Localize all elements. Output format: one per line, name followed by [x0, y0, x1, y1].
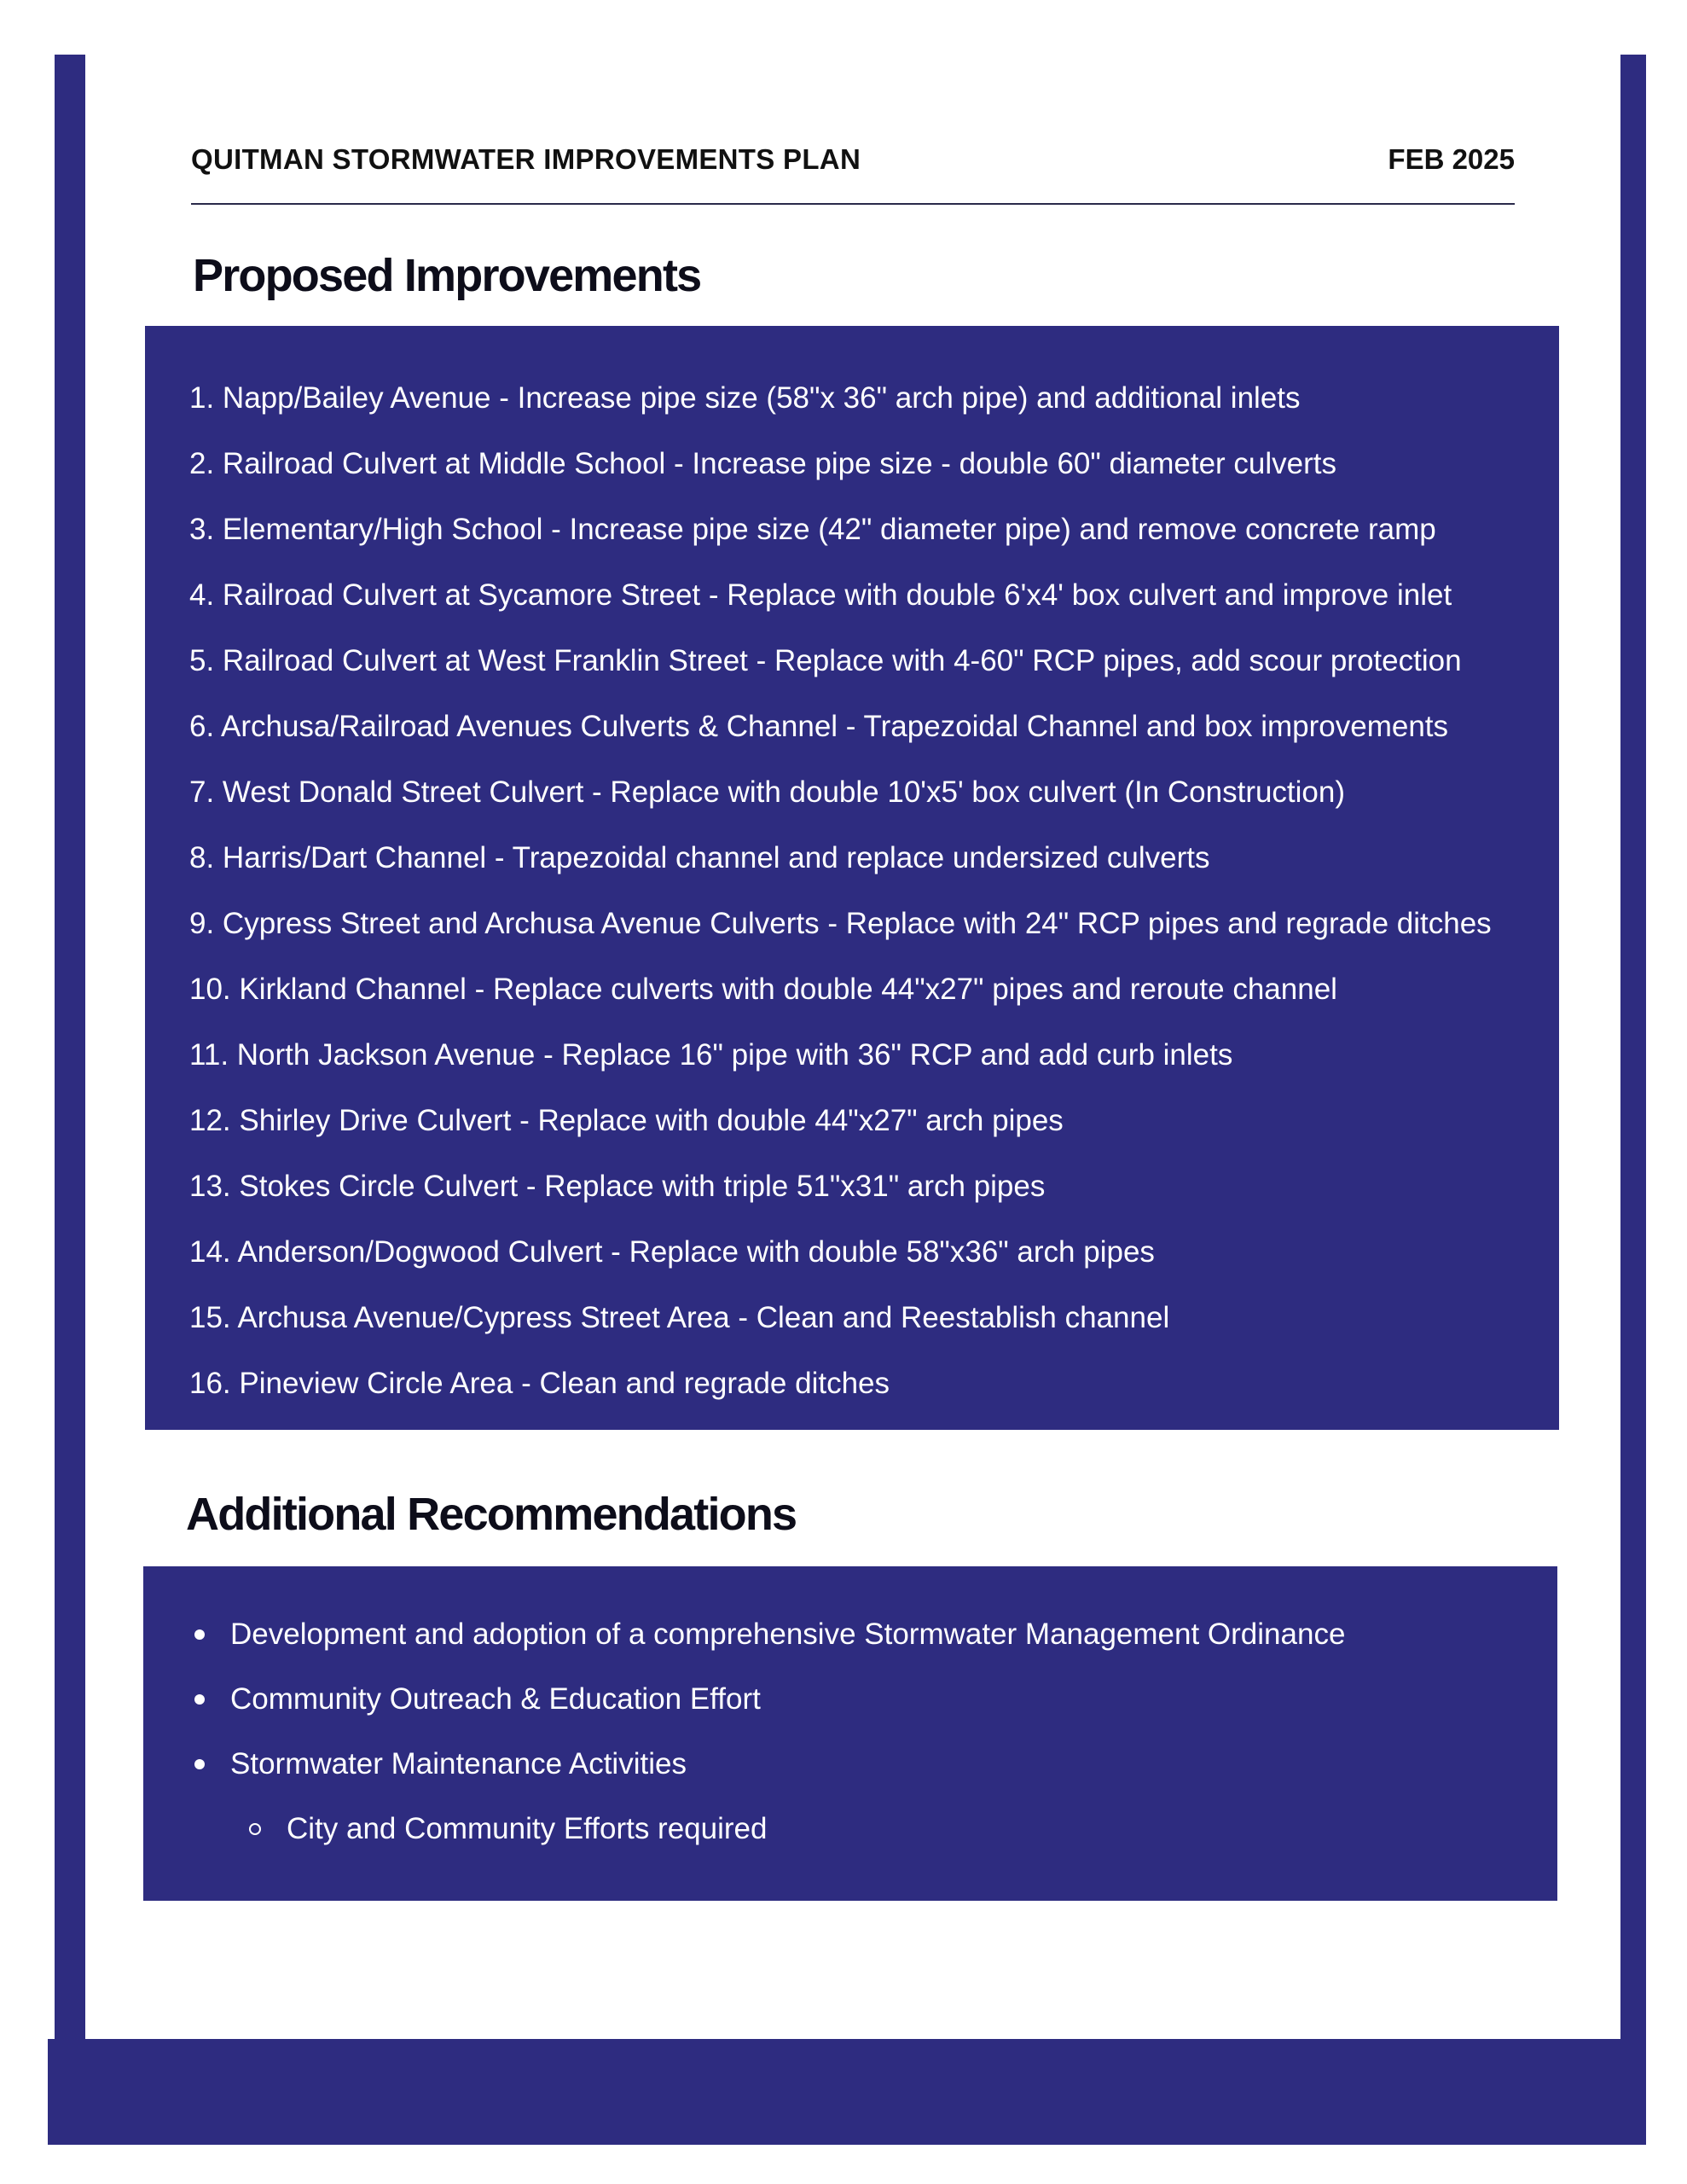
- improvement-item-13: 13. Stokes Circle Culvert - Replace with triple 51"x31" arch pipes: [189, 1170, 1046, 1203]
- recommendation-subitem: [194, 1797, 1525, 1862]
- improvement-item-3: 3. Elementary/High School - Increase pipe size (42" diameter pipe) and remove concrete ramp: [189, 513, 1436, 546]
- improvement-item-16: 16. Pineview Circle Area - Clean and regrade ditches: [189, 1367, 890, 1400]
- improvement-item-2: 2. Railroad Culvert at Middle School - Increase pipe size - double 60" diameter culverts: [189, 447, 1337, 480]
- page-header: [191, 143, 1515, 205]
- improvement-item-11: 11. North Jackson Avenue - Replace 16" pipe with 36" RCP and add curb inlets: [189, 1038, 1233, 1072]
- recommendation-item: [194, 1667, 1525, 1732]
- recommendation-subitem-text: City and Community Efforts required: [287, 1812, 768, 1845]
- section-title-additional-recommendations: Additional Recommendations: [186, 1489, 797, 1540]
- improvement-item-7: 7. West Donald Street Culvert - Replace with double 10'x5' box culvert (In Construction): [189, 775, 1346, 809]
- improvement-item-6: 6. Archusa/Railroad Avenues Culverts & Channel - Trapezoidal Channel and box improvements: [189, 710, 1449, 743]
- bullet-icon: [194, 1629, 205, 1640]
- document-title: QUITMAN STORMWATER IMPROVEMENTS PLAN: [191, 143, 861, 175]
- bullet-icon: [194, 1694, 205, 1705]
- improvement-item-1: 1. Napp/Bailey Avenue - Increase pipe size (58"x 36" arch pipe) and additional inlets: [189, 381, 1301, 415]
- improvement-item-9: 9. Cypress Street and Archusa Avenue Culverts - Replace with 24" RCP pipes and regrade ditches: [189, 907, 1492, 940]
- recommendations-list: [194, 1602, 1525, 1862]
- recommendation-text: Community Outreach & Education Effort: [230, 1682, 761, 1716]
- document-date: FEB 2025: [1388, 143, 1515, 175]
- additional-recommendations-panel: [143, 1566, 1557, 1901]
- section-title-proposed-improvements: Proposed Improvements: [193, 250, 701, 301]
- improvement-item-15: 15. Archusa Avenue/Cypress Street Area - Clean and Reestablish channel: [189, 1301, 1170, 1334]
- frame-left-bar: [55, 55, 85, 2136]
- improvement-item-5: 5. Railroad Culvert at West Franklin Street - Replace with 4-60" RCP pipes, add scour protection: [189, 644, 1462, 677]
- bullet-icon: [194, 1759, 205, 1769]
- improvement-item-8: 8. Harris/Dart Channel - Trapezoidal channel and replace undersized culverts: [189, 841, 1210, 874]
- hollow-bullet-icon: [249, 1823, 261, 1835]
- frame-right-bar: [1620, 55, 1646, 2136]
- improvement-item-4: 4. Railroad Culvert at Sycamore Street - Replace with double 6'x4' box culvert and improve inlet: [189, 578, 1452, 612]
- improvement-item-10: 10. Kirkland Channel - Replace culverts with double 44"x27" pipes and reroute channel: [189, 973, 1337, 1006]
- recommendation-item: [194, 1732, 1525, 1797]
- recommendation-text: Development and adoption of a comprehensive Stormwater Management Ordinance: [230, 1618, 1346, 1651]
- proposed-improvements-panel: [145, 326, 1559, 1430]
- recommendation-item: [194, 1602, 1525, 1667]
- improvements-list: [189, 365, 1545, 1416]
- recommendation-text: Stormwater Maintenance Activities: [230, 1747, 687, 1780]
- improvement-item-12: 12. Shirley Drive Culvert - Replace with double 44"x27" arch pipes: [189, 1104, 1064, 1137]
- improvement-item-14: 14. Anderson/Dogwood Culvert - Replace with double 58"x36" arch pipes: [189, 1235, 1155, 1269]
- frame-bottom-bar: [48, 2039, 1646, 2145]
